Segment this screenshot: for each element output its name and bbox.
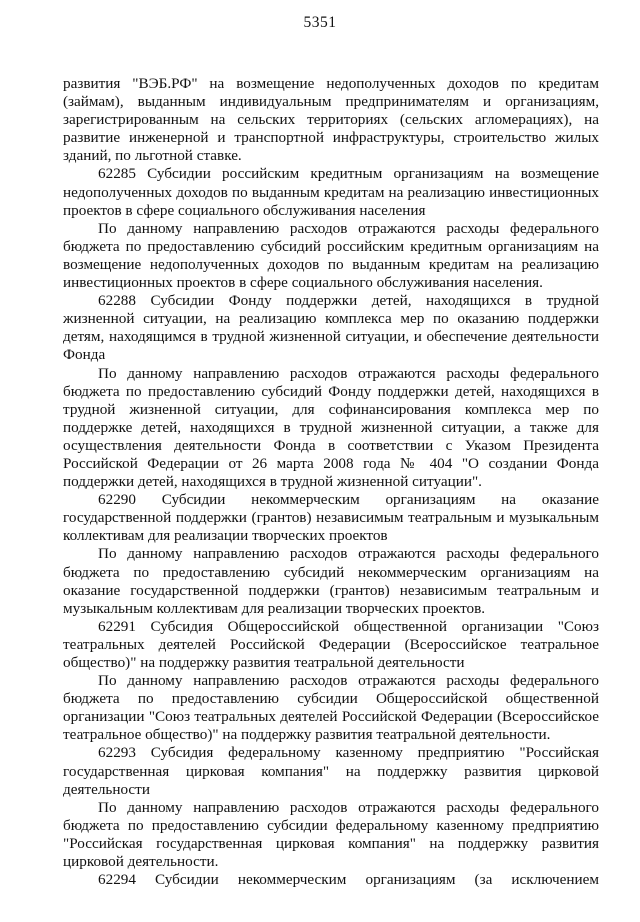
paragraph-heading-62294: 62294 Субсидии некоммерческим организациям (за исключением — [98, 871, 599, 889]
paragraph-continuation: развития "ВЭБ.РФ" на возмещение недополученных доходов по кредитам (займам), выданным индивидуальным предпринимателям и организациям, зарегистрированным на сельских территориях (сельских агломерациях), на развитие инженерной и транспортной инфраструктуры, строительство жилых зданий, по льготной ставке. — [63, 75, 599, 165]
paragraph-body-62290: По данному направлению расходов отражаются расходы федерального бюджета по предоставлению субсидий некоммерческим организациям на оказание государственной поддержки (грантов) независимым театральным и музыкальным коллективам для реализации творческих проектов. — [63, 545, 599, 617]
paragraph-heading-62291: 62291 Субсидия Общероссийской общественной организации "Союз театральных деятелей Российской Федерации (Всероссийское театральное общество)" на поддержку развития театральной деятельности — [63, 617, 599, 671]
document-body — [63, 75, 599, 889]
page-number: 5351 — [303, 14, 337, 31]
paragraph-heading-62293: 62293 Субсидия федеральному казенному предприятию "Российская государственная цирковая компания" на поддержку развития цирковой деятельности — [63, 744, 599, 798]
paragraph-heading-62290: 62290 Субсидии некоммерческим организациям на оказание государственной поддержки (грантов) независимым театральным и музыкальным коллективам для реализации творческих проектов — [63, 491, 599, 545]
paragraph-body-62293: По данному направлению расходов отражаются расходы федерального бюджета по предоставлению субсидии федеральному казенному предприятию "Российская государственная цирковая компания" на поддержку развития цирковой деятельности. — [63, 798, 599, 871]
paragraph-heading-62288: 62288 Субсидии Фонду поддержки детей, находящихся в трудной жизненной ситуации, на реализацию комплекса мер по оказанию поддержки детям, находящимся в трудной жизненной ситуации, и обеспечение деятельности Фонда — [63, 292, 599, 364]
paragraph-body-62291: По данному направлению расходов отражаются расходы федерального бюджета по предоставлению субсидии Общероссийской общественной организации "Союз театральных деятелей Российской Федерации (Всероссийское театральное общество)" на поддержку развития театральной деятельности. — [63, 672, 599, 744]
paragraph-body-62288: По данному направлению расходов отражаются расходы федерального бюджета по предоставлению субсидий Фонду поддержки детей, находящихся в трудной жизненной ситуации, для софинансирования комплекса мер по поддержке детей, находящихся в трудной жизненной ситуации, а также для осуществления деятельности Фонда в соответствии с Указом Президента Российской Федерации от 26 марта 2008 года № 404 "О создании Фонда поддержки детей, находящихся в трудной жизненной ситуации". — [63, 364, 599, 491]
paragraph-heading-62285: 62285 Субсидии российским кредитным организациям на возмещение недополученных доходов по выданным кредитам на реализацию инвестиционных проектов в сфере социального обслуживания населения — [63, 165, 599, 219]
paragraph-body-62285: По данному направлению расходов отражаются расходы федерального бюджета по предоставлению субсидий российским кредитным организациям на возмещение недополученных доходов по выданным кредитам на реализацию инвестиционных проектов в сфере социального обслуживания населения. — [63, 219, 599, 292]
